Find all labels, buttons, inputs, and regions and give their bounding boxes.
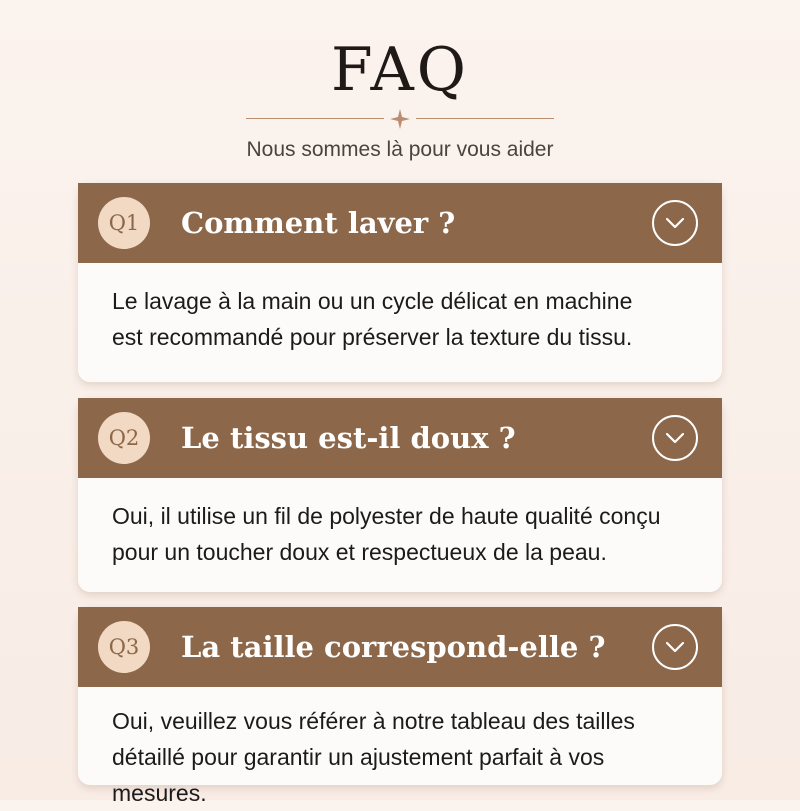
question-text: Comment laver ? [181,206,456,240]
chevron-down-icon[interactable] [652,415,698,461]
question-badge: Q1 [98,197,150,249]
chevron-down-icon[interactable] [652,624,698,670]
faq-question-header-2[interactable] [78,398,722,478]
faq-item-2 [78,398,722,592]
faq-item-1 [78,183,722,382]
faq-item-3 [78,607,722,806]
answer-text [78,263,722,355]
question-text: La taille correspond-elle ? [181,630,606,664]
faq-question-header-1[interactable] [78,183,722,263]
faq-question-header-3[interactable] [78,607,722,687]
chevron-down-icon[interactable] [652,200,698,246]
answer-text [78,687,722,811]
answer-line: Oui, veuillez vous référer à notre tableau des tailles [112,708,635,734]
question-text: Le tissu est-il doux ? [181,421,516,455]
title-divider [246,106,554,132]
answer-text [78,478,722,570]
divider-line-left [246,118,384,119]
answer-line: Oui, il utilise un fil de polyester de haute qualité conçu [112,503,661,529]
sparkle-icon [388,107,412,131]
answer-line: détaillé pour garantir un ajustement parfait à vos mesures. [112,744,605,806]
answer-line: Le lavage à la main ou un cycle délicat en machine [112,288,633,314]
question-badge: Q2 [98,412,150,464]
answer-line: est recommandé pour préserver la texture du tissu. [112,324,633,350]
page-title: FAQ [331,35,469,105]
question-badge: Q3 [98,621,150,673]
divider-line-right [416,118,554,119]
page-subtitle: Nous sommes là pour vous aider [246,138,554,161]
answer-line: pour un toucher doux et respectueux de la peau. [112,539,607,565]
